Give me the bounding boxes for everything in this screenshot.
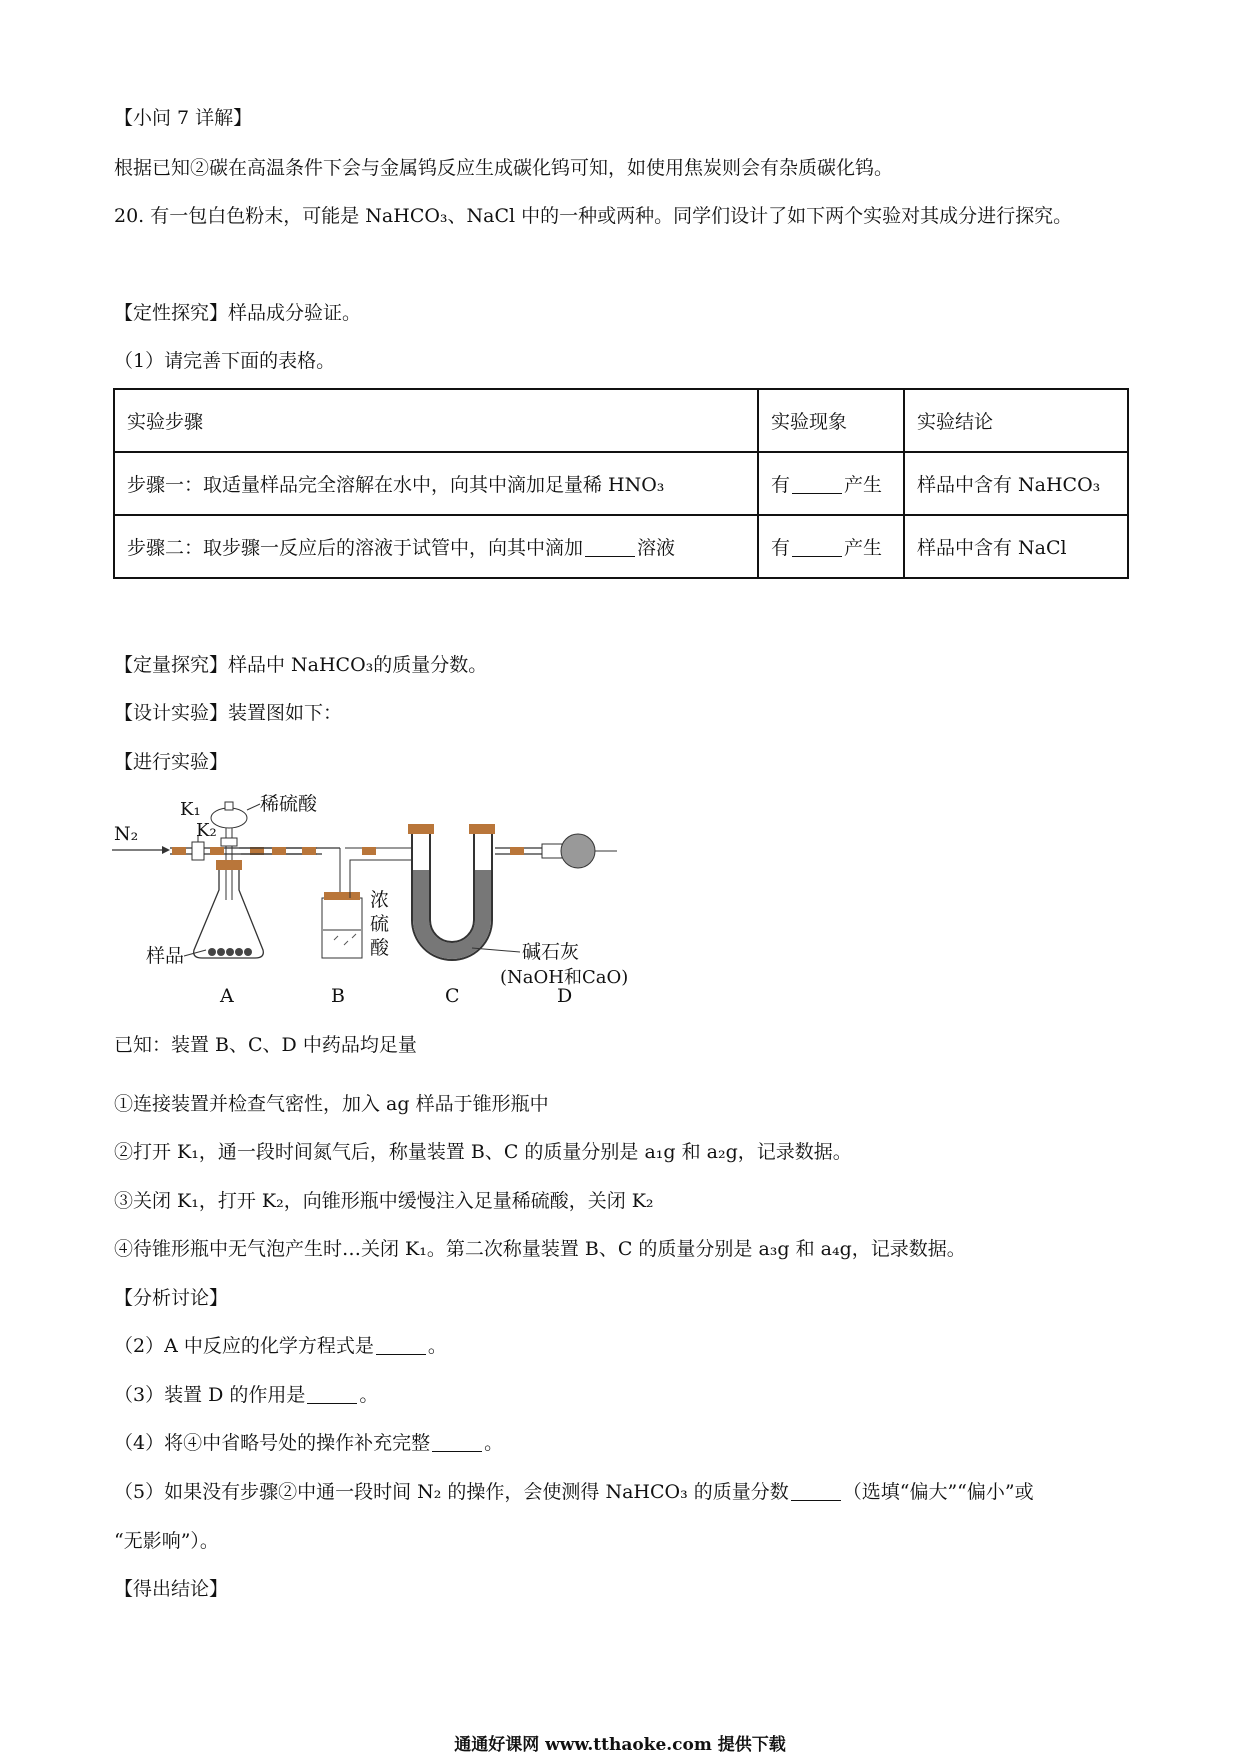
conclusion-title: 【得出结论】	[114, 1578, 229, 1600]
u-tube-c	[408, 824, 495, 960]
label-b: B	[331, 985, 345, 1007]
label-d: D	[557, 985, 573, 1007]
analysis-title: 【分析讨论】	[114, 1287, 229, 1309]
conc-acid-1: 浓	[370, 889, 390, 911]
step-cell: 步骤一：取适量样品完全溶解在水中，向其中滴加足量稀 HNO₃	[114, 452, 758, 515]
question-3-end: 。	[359, 1384, 379, 1406]
conical-flask-a	[194, 860, 264, 958]
tube-connector	[210, 847, 224, 855]
question-4-end: 。	[484, 1432, 504, 1454]
table-row	[114, 452, 1128, 515]
step-2: ②打开 K₁，通一段时间氮气后，称量装置 B、C 的质量分别是 a₁g 和 a₂g，记录数据。	[114, 1141, 852, 1163]
question-5-options: （选填“偏大”“偏小”或	[842, 1481, 1034, 1503]
step-4: ④待锥形瓶中无气泡产生时…关闭 K₁。第二次称量装置 B、C 的质量分别是 a₃g 和 a₄g，记录数据。	[114, 1238, 966, 1260]
quantitative-title: 【定量探究】样品中 NaHCO₃的质量分数。	[114, 654, 488, 676]
label-c: C	[445, 985, 460, 1007]
perform-title: 【进行实验】	[114, 751, 229, 773]
question-3-text: （3）装置 D 的作用是	[114, 1384, 306, 1406]
question-5-text: （5）如果没有步骤②中通一段时间 N₂ 的操作，会使测得 NaHCO₃ 的质量分数	[114, 1481, 789, 1503]
tube-connector	[362, 847, 376, 855]
conclusion-cell: 样品中含有 NaCl	[904, 515, 1128, 578]
question-4-text: （4）将④中省略号处的操作补充完整	[114, 1432, 431, 1454]
conc-acid-3: 酸	[370, 937, 390, 959]
answer-blank[interactable]	[792, 474, 842, 494]
k1-label: K₁	[180, 799, 201, 820]
drying-tube-d	[542, 834, 617, 868]
answer-blank[interactable]	[792, 537, 842, 557]
k2-label: K₂	[196, 820, 217, 841]
question-2	[114, 1331, 447, 1358]
answer-blank[interactable]	[791, 1481, 841, 1501]
conclusion-cell: 样品中含有 NaHCO₃	[904, 452, 1128, 515]
tube-connector	[302, 847, 316, 855]
header-conclusion: 实验结论	[904, 389, 1128, 452]
section-header-detail: 【小问 7 详解】	[114, 107, 253, 129]
known-info: 已知：装置 B、C、D 中药品均足量	[114, 1034, 417, 1056]
phenomenon-prefix: 有	[771, 537, 791, 559]
dilute-sulfuric-acid-label: 稀硫酸	[260, 793, 318, 815]
phenomenon-suffix: 产生	[844, 537, 883, 559]
experiment-table	[113, 388, 1129, 579]
step-1: ①连接装置并检查气密性，加入 ag 样品于锥形瓶中	[114, 1093, 549, 1115]
question-3	[114, 1380, 378, 1407]
tube-connector	[510, 847, 524, 855]
n2-label: N₂	[114, 823, 139, 845]
question-5	[114, 1477, 1034, 1504]
phenomenon-prefix: 有	[771, 474, 791, 496]
question-20-intro: 20. 有一包白色粉末，可能是 NaHCO₃、NaCl 中的一种或两种。同学们设计了如下两个实验对其成分进行探究。	[114, 205, 1073, 227]
tube-connector	[172, 847, 186, 855]
conc-acid-2: 硫	[370, 913, 390, 935]
answer-blank[interactable]	[432, 1432, 482, 1452]
question-2-end: 。	[427, 1335, 447, 1357]
table-header-row	[114, 389, 1128, 452]
phenomenon-suffix: 产生	[844, 474, 883, 496]
detail-text: 根据已知②碳在高温条件下会与金属钨反应生成碳化钨可知，如使用焦炭则会有杂质碳化钨。	[114, 157, 894, 179]
qualitative-title: 【定性探究】样品成分验证。	[114, 302, 362, 324]
step-suffix: 溶液	[637, 537, 676, 559]
answer-blank[interactable]	[376, 1335, 426, 1355]
step-cell	[114, 515, 758, 578]
header-step: 实验步骤	[114, 389, 758, 452]
step-prefix: 步骤二：取步骤一反应后的溶液于试管中，向其中滴加	[127, 537, 584, 559]
question-2-text: （2）A 中反应的化学方程式是	[114, 1335, 374, 1357]
phenomenon-cell	[758, 515, 904, 578]
page-footer: 通通好课网 www.tthaoke.com 提供下载	[454, 1735, 786, 1755]
phenomenon-cell	[758, 452, 904, 515]
apparatus-diagram	[112, 780, 702, 1010]
wash-bottle-b	[322, 892, 362, 958]
question-5-continued: “无影响”）。	[114, 1530, 219, 1552]
soda-lime-label: 碱石灰	[522, 941, 580, 963]
answer-blank[interactable]	[307, 1384, 357, 1404]
soda-lime-composition: (NaOH和CaO)	[500, 967, 629, 988]
header-phenomenon: 实验现象	[758, 389, 904, 452]
question-1: （1）请完善下面的表格。	[114, 350, 336, 372]
answer-blank[interactable]	[585, 537, 635, 557]
step-3: ③关闭 K₁，打开 K₂，向锥形瓶中缓慢注入足量稀硫酸，关闭 K₂	[114, 1190, 654, 1212]
table-row	[114, 515, 1128, 578]
question-4	[114, 1428, 503, 1455]
tube-connector	[272, 847, 286, 855]
label-a: A	[220, 985, 234, 1007]
design-title: 【设计实验】装置图如下：	[114, 702, 343, 724]
sample-label: 样品	[146, 945, 185, 967]
